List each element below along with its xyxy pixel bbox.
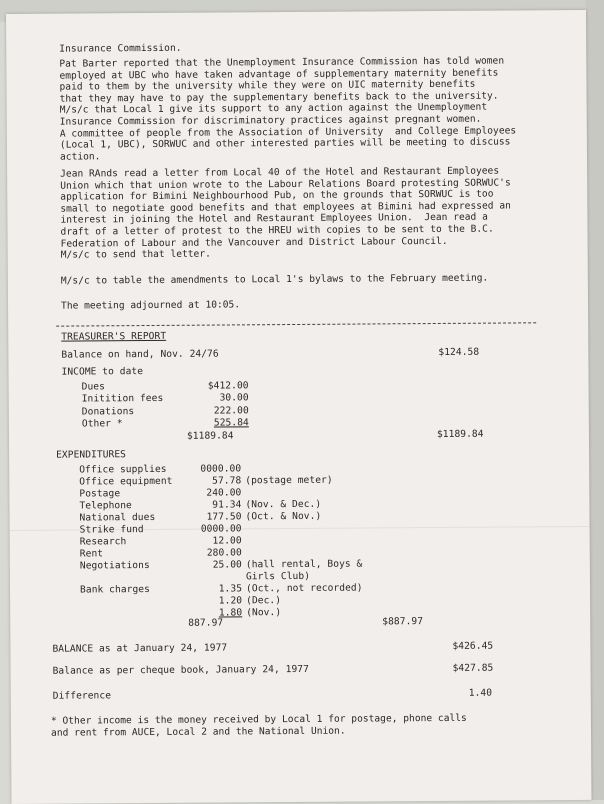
text-line: paid to them by the university while they were on UIC maternity benefits — [59, 79, 515, 94]
expenditure-item-amount: 57.78 — [179, 475, 241, 487]
expenditure-item-note: (Oct., not recorded) — [246, 583, 363, 595]
income-item-label: Initition fees — [82, 393, 164, 405]
text-line: draft of a letter of protest to the HREU with copies to be sent to the B.C. — [60, 223, 511, 238]
text-line: employed at UBC who have taken advantage of supplementary maternity benefits — [59, 67, 515, 82]
balance-cheque-amount: $427.85 — [453, 663, 494, 675]
expenditure-item-label: Negotiations — [80, 560, 150, 572]
expenditure-item-amount: 1.20 — [180, 595, 242, 607]
text-line: application for Bimini Neighbourhood Pub, on the grounds that SORWUC is too — [60, 189, 511, 204]
difference-label: Difference — [53, 690, 111, 702]
expenditure-item-note: Girls Club) — [246, 571, 310, 583]
expenditures-total-right: $887.97 — [382, 616, 423, 628]
expenditure-item-note: (Dec.) — [246, 595, 281, 607]
expenditure-item-label: Telephone — [79, 500, 132, 512]
text-line: Jean RAnds read a letter from Local 40 of the Hotel and Restaurant Employees — [60, 165, 511, 180]
text-line: action. — [60, 148, 516, 163]
income-item-amount: 525.84 — [179, 418, 249, 430]
expenditure-item-amount: 1.80 — [180, 607, 242, 619]
text-line: The meeting adjourned at 10:05. — [61, 299, 240, 312]
text-line: that they may have to pay the supplementary benefits back to the university. — [60, 90, 516, 105]
text-line: Insurance Commission for discriminatory practices against pregnant women. — [60, 113, 516, 128]
expenditure-item-label: Postage — [79, 488, 120, 500]
difference-amount: 1.40 — [469, 688, 492, 700]
balance-at-amount: $426.45 — [452, 641, 493, 653]
text-line: M/s/c that Local 1 give its support to any action against the Unemployment — [60, 102, 516, 117]
income-item-label: Other * — [82, 418, 123, 430]
income-total: $1189.84 — [187, 430, 234, 442]
expenditure-item-label: Rent — [80, 548, 103, 560]
expenditure-item-amount: 0000.00 — [179, 463, 241, 475]
expenditure-item-amount: 240.00 — [179, 487, 241, 499]
income-item-label: Dues — [82, 381, 105, 393]
income-title: INCOME to date — [61, 366, 143, 378]
balance-at-label: BALANCE as at January 24, 1977 — [52, 642, 227, 655]
paragraph-hreu — [60, 165, 511, 261]
expenditures-total: 887.97 — [188, 617, 223, 629]
expenditure-item-label: Office equipment — [79, 476, 172, 488]
text-line: Federation of Labour and the Vancouver and District Labour Council. — [61, 235, 512, 250]
balance-cheque-label: Balance as per cheque book, January 24, 1977 — [53, 664, 309, 677]
footnote-line: and rent from AUCE, Local 2 and the National Union. — [51, 724, 467, 738]
text-line: M/s/c to table the amendments to Local 1's bylaws to the February meeting. — [61, 273, 488, 288]
section-heading: Insurance Commission. — [59, 43, 181, 55]
text-line: interest in joining the Hotel and Restaurant Employees Union. Jean read a — [60, 212, 511, 227]
text-line: small to negotiate good benefits and that employees at Bimini had expressed an — [60, 200, 511, 215]
expenditure-item-note: (Nov.) — [246, 607, 281, 619]
expenditure-item-amount: 91.34 — [179, 499, 241, 511]
paragraph-bylaws — [61, 273, 488, 288]
paragraph-uic — [59, 55, 516, 163]
expenditure-item-amount: 280.00 — [180, 547, 242, 559]
expenditure-item-amount: 1.35 — [180, 583, 242, 595]
expenditure-item-amount: 25.00 — [180, 559, 242, 571]
balance-on-hand-amount: $124.58 — [438, 347, 479, 359]
income-item-amount: 30.00 — [179, 393, 249, 405]
expenditure-item-label: National dues — [79, 512, 155, 524]
footnote — [51, 713, 467, 739]
expenditure-item-label: Strike fund — [80, 524, 144, 536]
expenditure-item-note: (hall rental, Boys & — [246, 559, 363, 571]
income-item-label: Donations — [82, 406, 135, 418]
section-divider — [56, 322, 536, 326]
expenditure-item-amount: 177.50 — [179, 511, 241, 523]
balance-on-hand-label: Balance on hand, Nov. 24/76 — [61, 349, 218, 362]
expenditure-item-label: Research — [80, 536, 127, 548]
text-line: Union which that union wrote to the Labour Relations Board protesting SORWUC's — [60, 177, 511, 192]
expenditures-title: EXPENDITURES — [56, 449, 126, 461]
paragraph-adjourned — [61, 299, 240, 312]
text-line: Pat Barter reported that the Unemployment Insurance Commission has told women — [59, 55, 515, 70]
expenditure-item-note: (Nov. & Dec.) — [245, 499, 321, 511]
text-line: M/s/c to send that letter. — [61, 247, 512, 262]
income-total-right: $1189.84 — [437, 429, 484, 441]
income-item-amount: 222.00 — [179, 405, 249, 417]
expenditure-item-amount: 12.00 — [180, 535, 242, 547]
treasurer-title: TREASURER'S REPORT — [61, 331, 166, 343]
income-item-amount: $412.00 — [179, 380, 249, 392]
footnote-line: * Other income is the money received by Local 1 for postage, phone calls — [51, 713, 467, 727]
expenditure-item-label: Office supplies — [79, 464, 166, 476]
text-line: (Local 1, UBC), SORWUC and other interested parties will be meeting to discuss — [60, 137, 516, 152]
expenditure-item-note: (Oct. & Nov.) — [245, 511, 321, 523]
text-line: A committee of people from the Association of University and College Employees — [60, 125, 516, 140]
document-page — [6, 10, 592, 804]
expenditure-item-label: Bank charges — [80, 584, 150, 596]
expenditure-item-amount: 0000.00 — [180, 523, 242, 535]
expenditure-item-note: (postage meter) — [245, 475, 332, 487]
